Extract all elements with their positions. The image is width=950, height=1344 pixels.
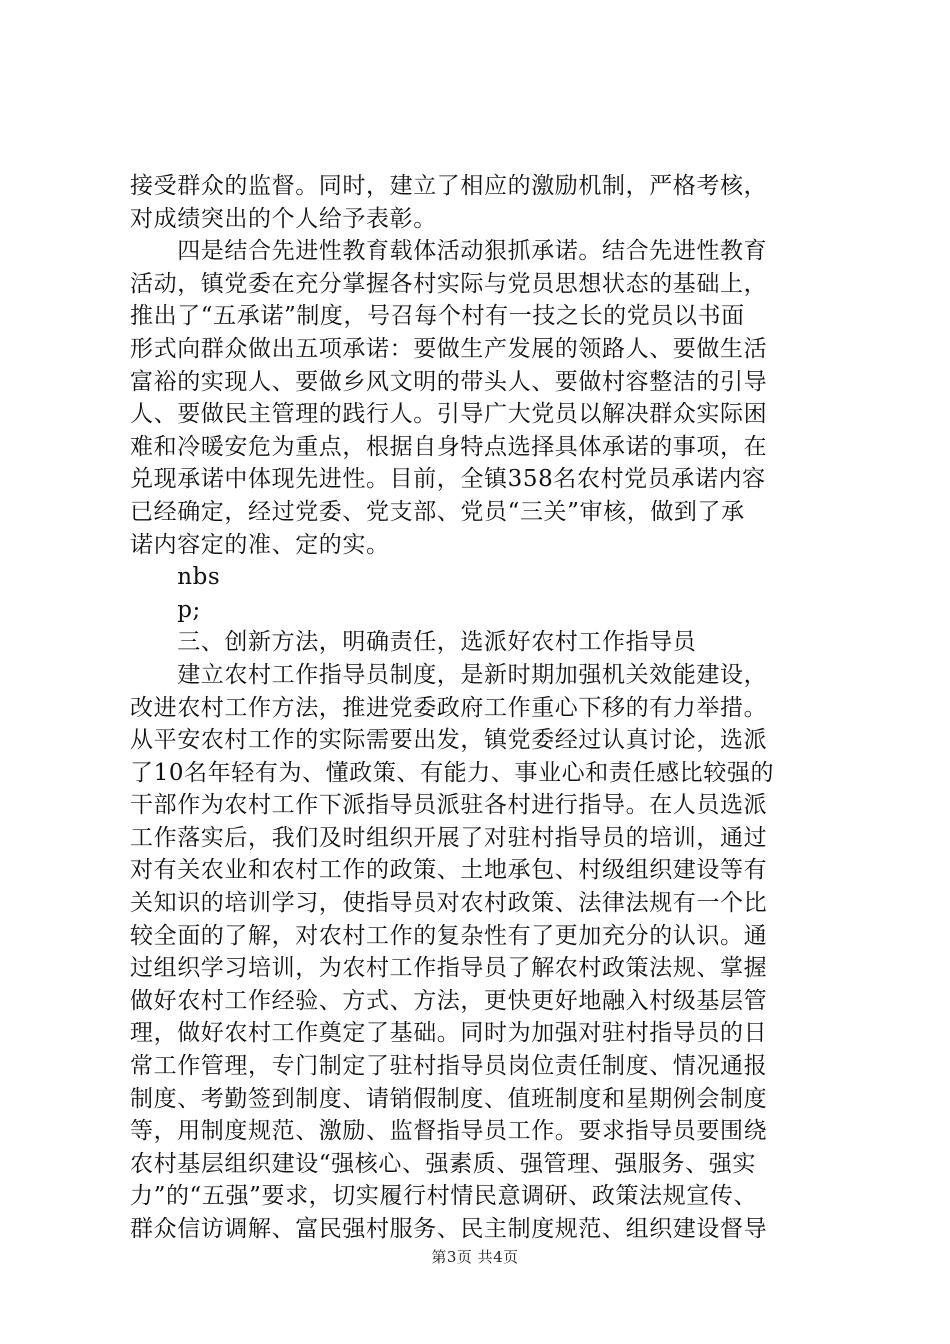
- text-line: 过组织学习培训，为农村工作指导员了解农村政策法规、掌握: [130, 955, 768, 982]
- text-line: 了10名年轻有为、懂政策、有能力、事业心和责任感比较强的: [130, 759, 775, 786]
- text-line: 工作落实后，我们及时组织开展了对驻村指导员的培训，通过: [130, 824, 768, 851]
- text-line: p;: [130, 596, 201, 623]
- text-line: 富裕的实现人、要做乡风文明的带头人、要做村容整洁的引导: [130, 368, 768, 395]
- text-line: 从平安农村工作的实际需要出发，镇党委经过认真讨论，选派: [130, 727, 768, 754]
- text-line: 关知识的培训学习，使指导员对农村政策、法律法规有一个比: [130, 890, 768, 917]
- text-line: 推出了“五承诺”制度，号召每个村有一技之长的党员以书面: [130, 303, 745, 330]
- text-line: 活动，镇党委在充分掌握各村实际与党员思想状态的基础上，: [130, 270, 768, 297]
- text-line: 难和冷暖安危为重点，根据自身特点选择具体承诺的事项，在: [130, 433, 768, 460]
- text-line: 四是结合先进性教育载体活动狠抓承诺。结合先进性教育: [130, 238, 768, 265]
- text-line: 常工作管理，专门制定了驻村指导员岗位责任制度、情况通报: [130, 1053, 768, 1080]
- text-line: 理，做好农村工作奠定了基础。同时为加强对驻村指导员的日: [130, 1020, 768, 1047]
- text-line: 人、要做民主管理的践行人。引导广大党员以解决群众实际困: [130, 401, 768, 428]
- text-line: 制度、考勤签到制度、请销假制度、值班制度和星期例会制度: [130, 1085, 768, 1112]
- text-line: 群众信访调解、富民强村服务、民主制度规范、组织建设督导: [130, 1216, 768, 1242]
- section-heading: 三、创新方法，明确责任，选派好农村工作指导员: [130, 629, 697, 656]
- text-line: 等，用制度规范、激励、监督指导员工作。要求指导员要围绕: [130, 1118, 768, 1145]
- text-line: 农村基层组织建设“强核心、强素质、强管理、强服务、强实: [130, 1150, 756, 1177]
- text-line: 力”的“五强”要求，切实履行村情民意调研、政策法规宣传、: [130, 1183, 758, 1210]
- text-line: 对成绩突出的个人给予表彰。: [130, 205, 437, 232]
- text-line: 诺内容定的准、定的实。: [130, 531, 390, 558]
- text-line: 对有关农业和农村工作的政策、土地承包、村级组织建设等有: [130, 857, 768, 884]
- text-line: 做好农村工作经验、方式、方法，更快更好地融入村级基层管: [130, 987, 768, 1014]
- page-number-footer: 第3页 共4页: [431, 1248, 519, 1266]
- text-line: 改进农村工作方法，推进党委政府工作重心下移的有力举措。: [130, 694, 768, 721]
- body-text: [130, 170, 830, 1246]
- text-line: 兑现承诺中体现先进性。目前，全镇358名农村党员承诺内容: [130, 466, 766, 493]
- text-line: 已经确定，经过党委、党支部、党员“三关”审核，做到了承: [130, 498, 745, 525]
- text-line: 形式向群众做出五项承诺：要做生产发展的领路人、要做生活: [130, 335, 768, 362]
- text-line: 建立农村工作指导员制度，是新时期加强机关效能建设，: [130, 661, 768, 688]
- text-line: nbs: [130, 564, 221, 591]
- text-line: 接受群众的监督。同时，建立了相应的激励机制，严格考核，: [130, 173, 768, 199]
- text-line: 干部作为农村工作下派指导员派驻各村进行指导。在人员选派: [130, 792, 768, 819]
- text-line: 较全面的了解，对农村工作的复杂性有了更加充分的认识。通: [130, 922, 768, 949]
